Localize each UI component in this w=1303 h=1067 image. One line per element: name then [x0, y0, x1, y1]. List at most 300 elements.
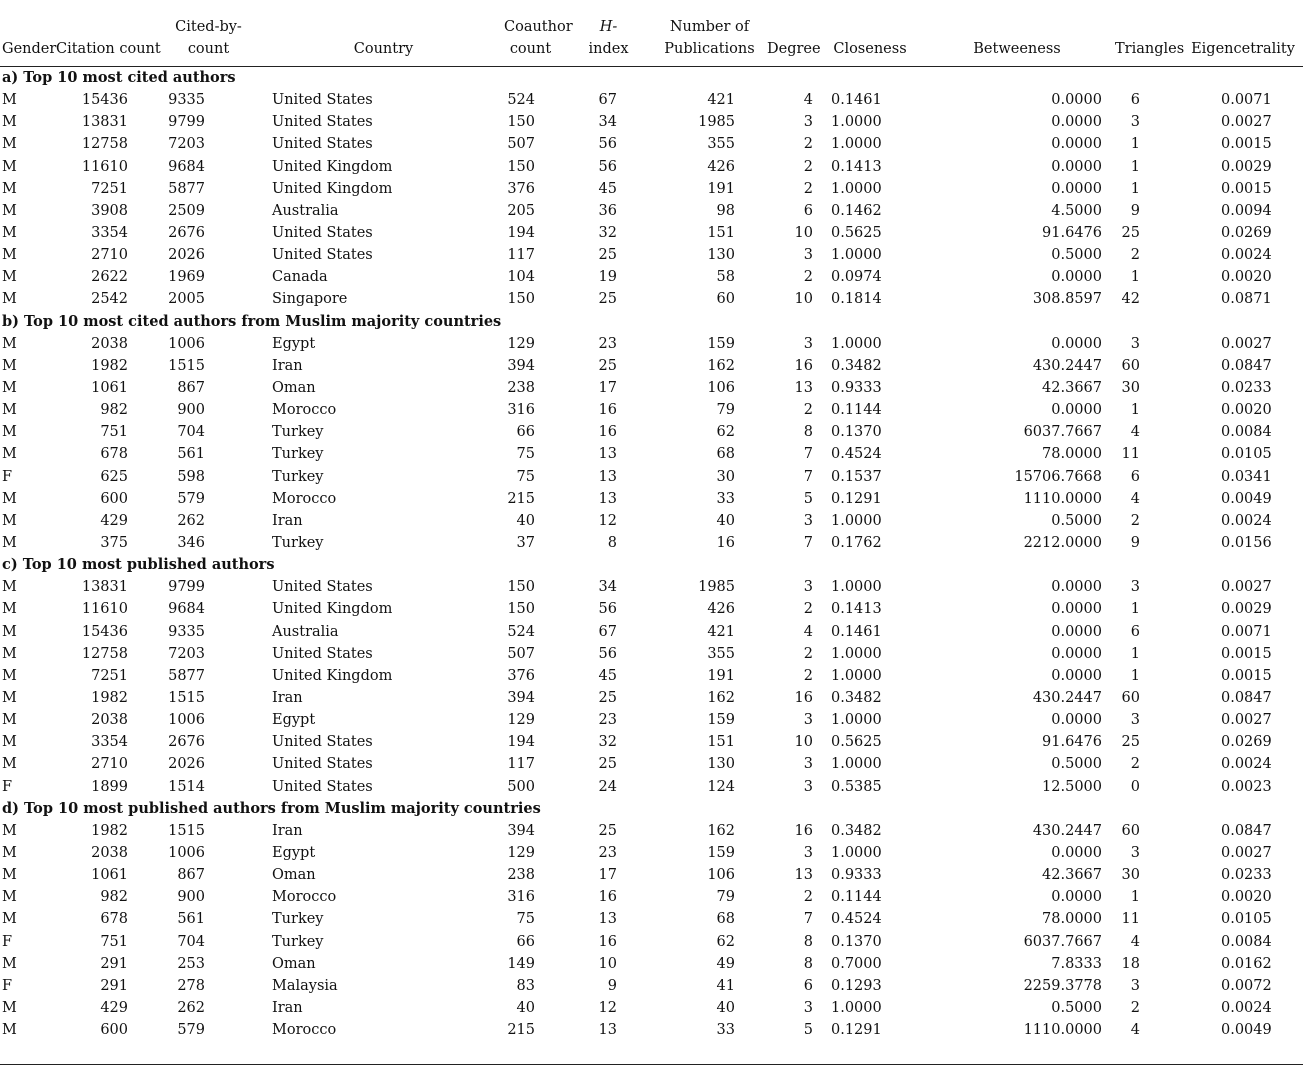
cell-h-index: 17: [598, 867, 617, 884]
cell-country: United States: [272, 579, 373, 596]
cell-coauthor-count: 376: [507, 667, 535, 684]
cell-triangles: 1: [1130, 402, 1140, 419]
cell-h-index: 16: [598, 933, 617, 950]
cell-publications: 355: [707, 645, 735, 662]
cell-closeness: 0.1370: [831, 424, 882, 441]
cell-coauthor-count: 150: [507, 291, 535, 308]
cell-cited-by-count: 900: [177, 889, 205, 906]
cell-publications: 30: [716, 468, 735, 485]
cell-cited-by-count: 900: [177, 402, 205, 419]
cell-eigencentrality: 0.0233: [1221, 867, 1272, 884]
cell-citation-count: 751: [100, 424, 128, 441]
cell-citation-count: 291: [100, 977, 128, 994]
cell-gender: F: [2, 933, 13, 950]
cell-eigencentrality: 0.0847: [1221, 822, 1272, 839]
cell-coauthor-count: 117: [507, 756, 535, 773]
cell-h-index: 13: [598, 490, 617, 507]
cell-publications: 68: [716, 446, 735, 463]
cell-publications: 159: [707, 844, 735, 861]
cell-publications: 159: [707, 712, 735, 729]
cell-triangles: 11: [1121, 446, 1140, 463]
cell-triangles: 1: [1130, 269, 1140, 286]
header-h-index: [561, 6, 656, 67]
cell-gender: M: [2, 402, 17, 419]
cell-betweeness: 430.2447: [1032, 690, 1102, 706]
cell-closeness: 0.1537: [831, 468, 882, 485]
cell-betweeness: 2212.0000: [1023, 535, 1102, 552]
cell-betweeness: 0.0000: [1051, 269, 1102, 286]
cell-citation-count: 678: [100, 911, 128, 928]
cell-eigencentrality: 0.0847: [1221, 690, 1272, 706]
cell-triangles: 3: [1130, 712, 1140, 729]
cell-eigencentrality: 0.0024: [1221, 756, 1272, 773]
cell-coauthor-count: 376: [507, 180, 535, 197]
cell-degree: 3: [803, 114, 813, 131]
cell-eigencentrality: 0.0269: [1221, 225, 1272, 242]
cell-cited-by-count: 9335: [168, 623, 205, 640]
cell-cited-by-count: 5877: [168, 180, 205, 197]
cell-triangles: 3: [1130, 977, 1140, 994]
cell-country: Canada: [272, 269, 328, 286]
table-row: [0, 731, 1303, 753]
header-coauthor-line2: count: [509, 41, 552, 57]
cell-degree: 8: [803, 933, 813, 950]
section-title: d) Top 10 most published authors from Muslim majority countries: [2, 799, 541, 817]
cell-country: Egypt: [272, 335, 316, 352]
cell-eigencentrality: 0.0027: [1221, 712, 1272, 729]
cell-eigencentrality: 0.0023: [1221, 778, 1272, 795]
cell-eigencentrality: 0.0027: [1221, 335, 1272, 352]
cell-closeness: 1.0000: [831, 335, 882, 352]
table-row: [0, 466, 1303, 488]
cell-closeness: 0.1293: [831, 977, 882, 994]
cell-publications: 40: [716, 512, 735, 529]
cell-eigencentrality: 0.0094: [1221, 202, 1272, 219]
cell-degree: 7: [803, 468, 813, 485]
cell-eigencentrality: 0.0871: [1221, 291, 1272, 308]
cell-citation-count: 375: [100, 535, 128, 552]
cell-betweeness: 0.0000: [1051, 335, 1102, 352]
cell-gender: M: [2, 1022, 17, 1039]
cell-publications: 162: [707, 690, 735, 706]
cell-eigencentrality: 0.0029: [1221, 601, 1272, 618]
cell-closeness: 1.0000: [831, 579, 882, 596]
cell-degree: 2: [803, 645, 813, 662]
cell-country: United States: [272, 778, 373, 795]
cell-closeness: 0.9333: [831, 867, 882, 884]
cell-cited-by-count: 704: [177, 933, 205, 950]
cell-triangles: 2: [1130, 512, 1140, 529]
table-row: [0, 598, 1303, 620]
cell-publications: 191: [707, 180, 735, 197]
cell-betweeness: 78.0000: [1042, 446, 1102, 463]
cell-citation-count: 2710: [91, 247, 128, 264]
header-cited-by-count: [150, 6, 267, 67]
cell-h-index: 34: [598, 579, 617, 596]
cell-h-index: 36: [598, 202, 617, 219]
table-row: [0, 753, 1303, 775]
cell-country: United States: [272, 645, 373, 662]
cell-closeness: 0.1762: [831, 535, 882, 552]
table-row: [0, 333, 1303, 355]
cell-betweeness: 0.0000: [1051, 623, 1102, 640]
cell-closeness: 0.1144: [831, 889, 882, 906]
table-row: [0, 709, 1303, 731]
cell-coauthor-count: 150: [507, 579, 535, 596]
cell-country: United Kingdom: [272, 667, 393, 684]
cell-triangles: 3: [1130, 579, 1140, 596]
cell-triangles: 1: [1130, 889, 1140, 906]
cell-eigencentrality: 0.0233: [1221, 380, 1272, 397]
cell-cited-by-count: 253: [177, 955, 205, 972]
cell-triangles: 6: [1130, 92, 1140, 109]
cell-betweeness: 1110.0000: [1023, 490, 1102, 507]
cell-coauthor-count: 500: [507, 778, 535, 795]
cell-publications: 162: [707, 357, 735, 374]
cell-h-index: 25: [598, 357, 617, 374]
header-gender: Gender: [0, 6, 52, 67]
section-heading-row: [0, 554, 1303, 576]
cell-triangles: 4: [1130, 933, 1140, 950]
cell-h-index: 9: [607, 977, 617, 994]
cell-degree: 16: [794, 690, 813, 706]
cell-country: Australia: [272, 202, 339, 219]
cell-citation-count: 1899: [91, 778, 128, 795]
cell-triangles: 6: [1130, 623, 1140, 640]
cell-triangles: 2: [1130, 999, 1140, 1016]
cell-coauthor-count: 507: [507, 645, 535, 662]
cell-country: Iran: [272, 822, 303, 839]
cell-closeness: 1.0000: [831, 512, 882, 529]
cell-h-index: 24: [598, 778, 617, 795]
cell-h-index: 25: [598, 291, 617, 308]
cell-degree: 7: [803, 911, 813, 928]
cell-closeness: 0.7000: [831, 955, 882, 972]
author-metrics-table: [0, 6, 1303, 1041]
header-pubs-line2: Publications: [664, 41, 755, 57]
cell-closeness: 1.0000: [831, 667, 882, 684]
header-closeness: Closeness: [817, 6, 923, 67]
cell-cited-by-count: 2509: [168, 202, 205, 219]
cell-publications: 159: [707, 335, 735, 352]
cell-h-index: 25: [598, 822, 617, 839]
cell-coauthor-count: 66: [516, 933, 535, 950]
cell-gender: M: [2, 424, 17, 441]
cell-coauthor-count: 75: [516, 468, 535, 485]
cell-cited-by-count: 598: [177, 468, 205, 485]
cell-eigencentrality: 0.0020: [1221, 889, 1272, 906]
cell-coauthor-count: 129: [507, 335, 535, 352]
cell-triangles: 25: [1121, 225, 1140, 242]
cell-betweeness: 7.8333: [1051, 955, 1102, 972]
cell-cited-by-count: 278: [177, 977, 205, 994]
cell-citation-count: 600: [100, 490, 128, 507]
cell-country: Oman: [272, 380, 316, 397]
cell-gender: F: [2, 778, 13, 795]
cell-h-index: 10: [598, 955, 617, 972]
cell-cited-by-count: 1515: [168, 690, 205, 706]
cell-betweeness: 0.0000: [1051, 402, 1102, 419]
cell-gender: M: [2, 999, 17, 1016]
cell-citation-count: 2038: [91, 335, 128, 352]
cell-cited-by-count: 2676: [168, 225, 205, 242]
table-row: [0, 930, 1303, 952]
cell-publications: 151: [707, 734, 735, 751]
table-row: [0, 842, 1303, 864]
cell-publications: 162: [707, 822, 735, 839]
cell-h-index: 56: [598, 601, 617, 618]
cell-betweeness: 91.6476: [1042, 225, 1102, 242]
cell-gender: M: [2, 114, 17, 131]
cell-betweeness: 308.8597: [1032, 291, 1102, 308]
cell-eigencentrality: 0.0029: [1221, 158, 1272, 175]
header-eigencentrality: Eigencetrality: [1183, 6, 1303, 67]
cell-degree: 2: [803, 889, 813, 906]
cell-coauthor-count: 149: [507, 955, 535, 972]
table-row: [0, 908, 1303, 930]
cell-closeness: 0.1413: [831, 158, 882, 175]
cell-closeness: 0.5385: [831, 778, 882, 795]
cell-citation-count: 429: [100, 999, 128, 1016]
cell-cited-by-count: 262: [177, 999, 205, 1016]
cell-cited-by-count: 704: [177, 424, 205, 441]
cell-closeness: 1.0000: [831, 114, 882, 131]
cell-eigencentrality: 0.0084: [1221, 933, 1272, 950]
table-row: [0, 89, 1303, 111]
section-heading-row: [0, 798, 1303, 820]
cell-closeness: 0.9333: [831, 380, 882, 397]
cell-triangles: 4: [1130, 490, 1140, 507]
cell-h-index: 56: [598, 158, 617, 175]
cell-closeness: 0.5625: [831, 225, 882, 242]
cell-cited-by-count: 346: [177, 535, 205, 552]
cell-eigencentrality: 0.0015: [1221, 645, 1272, 662]
cell-gender: M: [2, 335, 17, 352]
cell-cited-by-count: 2005: [168, 291, 205, 308]
cell-triangles: 1: [1130, 136, 1140, 153]
cell-triangles: 9: [1130, 535, 1140, 552]
cell-cited-by-count: 1006: [168, 844, 205, 861]
cell-h-index: 25: [598, 756, 617, 773]
cell-eigencentrality: 0.0024: [1221, 247, 1272, 264]
cell-degree: 6: [803, 977, 813, 994]
table-row: [0, 820, 1303, 842]
cell-closeness: 0.4524: [831, 446, 882, 463]
cell-betweeness: 0.0000: [1051, 889, 1102, 906]
cell-publications: 41: [716, 977, 735, 994]
cell-citation-count: 15436: [81, 623, 128, 640]
cell-publications: 124: [707, 778, 735, 795]
cell-coauthor-count: 507: [507, 136, 535, 153]
header-pubs-line1: Number of: [669, 19, 750, 35]
cell-publications: 130: [707, 756, 735, 773]
cell-coauthor-count: 75: [516, 911, 535, 928]
cell-triangles: 6: [1130, 468, 1140, 485]
cell-degree: 2: [803, 180, 813, 197]
cell-coauthor-count: 194: [507, 734, 535, 751]
cell-h-index: 16: [598, 889, 617, 906]
cell-betweeness: 0.0000: [1051, 579, 1102, 596]
cell-country: Morocco: [272, 1022, 337, 1039]
cell-citation-count: 291: [100, 955, 128, 972]
cell-gender: M: [2, 690, 17, 706]
cell-gender: M: [2, 645, 17, 662]
cell-betweeness: 0.0000: [1051, 158, 1102, 175]
cell-degree: 3: [803, 512, 813, 529]
cell-gender: M: [2, 247, 17, 264]
cell-h-index: 25: [598, 690, 617, 706]
header-country: Country: [267, 6, 500, 67]
table-row: [0, 399, 1303, 421]
cell-triangles: 60: [1121, 822, 1140, 839]
cell-degree: 3: [803, 778, 813, 795]
cell-degree: 10: [794, 291, 813, 308]
cell-gender: M: [2, 158, 17, 175]
cell-degree: 16: [794, 822, 813, 839]
cell-closeness: 0.1144: [831, 402, 882, 419]
cell-betweeness: 42.3667: [1042, 380, 1102, 397]
cell-eigencentrality: 0.0027: [1221, 844, 1272, 861]
header-hindex-line1: H-: [599, 19, 618, 35]
cell-gender: M: [2, 889, 17, 906]
cell-coauthor-count: 104: [507, 269, 535, 286]
cell-closeness: 1.0000: [831, 712, 882, 729]
cell-country: United Kingdom: [272, 601, 393, 618]
header-coauthor-count: [500, 6, 573, 67]
cell-degree: 5: [803, 1022, 813, 1039]
cell-h-index: 13: [598, 1022, 617, 1039]
cell-gender: M: [2, 867, 17, 884]
cell-citation-count: 982: [100, 889, 128, 906]
table-row: [0, 1019, 1303, 1041]
cell-closeness: 1.0000: [831, 756, 882, 773]
cell-publications: 1985: [698, 114, 735, 131]
cell-closeness: 0.4524: [831, 911, 882, 928]
cell-coauthor-count: 40: [516, 999, 535, 1016]
cell-h-index: 67: [598, 623, 617, 640]
cell-degree: 13: [794, 380, 813, 397]
cell-eigencentrality: 0.0105: [1221, 911, 1272, 928]
cell-country: Turkey: [272, 911, 324, 928]
cell-degree: 13: [794, 867, 813, 884]
table-row: [0, 975, 1303, 997]
cell-eigencentrality: 0.0015: [1221, 136, 1272, 153]
cell-publications: 426: [707, 601, 735, 618]
cell-publications: 33: [716, 490, 735, 507]
cell-eigencentrality: 0.0071: [1221, 623, 1272, 640]
cell-cited-by-count: 1515: [168, 357, 205, 374]
cell-publications: 106: [707, 380, 735, 397]
cell-coauthor-count: 129: [507, 844, 535, 861]
table-row: [0, 222, 1303, 244]
cell-eigencentrality: 0.0341: [1221, 468, 1272, 485]
cell-cited-by-count: 1514: [168, 778, 205, 795]
cell-h-index: 17: [598, 380, 617, 397]
cell-betweeness: 78.0000: [1042, 911, 1102, 928]
table-row: [0, 133, 1303, 155]
table-row: [0, 288, 1303, 310]
cell-gender: M: [2, 955, 17, 972]
cell-citation-count: 12758: [81, 136, 128, 153]
cell-country: Egypt: [272, 844, 316, 861]
cell-citation-count: 2710: [91, 756, 128, 773]
cell-betweeness: 6037.7667: [1023, 424, 1102, 441]
table-row: [0, 355, 1303, 377]
cell-coauthor-count: 205: [507, 202, 535, 219]
cell-triangles: 2: [1130, 756, 1140, 773]
cell-eigencentrality: 0.0020: [1221, 269, 1272, 286]
cell-gender: M: [2, 579, 17, 596]
cell-eigencentrality: 0.0162: [1221, 955, 1272, 972]
cell-degree: 3: [803, 579, 813, 596]
header-cited-by-line1: Cited-by-: [175, 19, 242, 35]
cell-closeness: 1.0000: [831, 247, 882, 264]
cell-triangles: 1: [1130, 180, 1140, 197]
cell-h-index: 45: [598, 667, 617, 684]
table-row: [0, 421, 1303, 443]
cell-betweeness: 1110.0000: [1023, 1022, 1102, 1039]
cell-h-index: 12: [598, 999, 617, 1016]
cell-eigencentrality: 0.0020: [1221, 402, 1272, 419]
cell-citation-count: 678: [100, 446, 128, 463]
cell-cited-by-count: 1969: [168, 269, 205, 286]
cell-closeness: 0.1461: [831, 92, 882, 109]
cell-closeness: 1.0000: [831, 999, 882, 1016]
cell-gender: F: [2, 977, 13, 994]
cell-h-index: 25: [598, 247, 617, 264]
cell-eigencentrality: 0.0049: [1221, 490, 1272, 507]
cell-triangles: 3: [1130, 844, 1140, 861]
cell-publications: 191: [707, 667, 735, 684]
cell-publications: 355: [707, 136, 735, 153]
cell-cited-by-count: 1006: [168, 712, 205, 729]
cell-betweeness: 0.0000: [1051, 92, 1102, 109]
cell-publications: 62: [716, 933, 735, 950]
cell-eigencentrality: 0.0027: [1221, 579, 1272, 596]
cell-closeness: 0.3482: [831, 690, 882, 706]
cell-gender: M: [2, 446, 17, 463]
cell-country: Turkey: [272, 424, 324, 441]
cell-degree: 2: [803, 136, 813, 153]
cell-betweeness: 0.0000: [1051, 645, 1102, 662]
cell-h-index: 67: [598, 92, 617, 109]
cell-triangles: 30: [1121, 380, 1140, 397]
cell-triangles: 11: [1121, 911, 1140, 928]
cell-cited-by-count: 2026: [168, 247, 205, 264]
cell-triangles: 18: [1121, 955, 1140, 972]
cell-degree: 10: [794, 734, 813, 751]
cell-h-index: 56: [598, 136, 617, 153]
cell-country: Morocco: [272, 402, 337, 419]
cell-betweeness: 0.5000: [1051, 999, 1102, 1016]
cell-degree: 3: [803, 335, 813, 352]
table-row: [0, 687, 1303, 709]
cell-eigencentrality: 0.0084: [1221, 424, 1272, 441]
cell-country: Morocco: [272, 490, 337, 507]
table-row: [0, 244, 1303, 266]
cell-eigencentrality: 0.0015: [1221, 667, 1272, 684]
cell-publications: 79: [716, 889, 735, 906]
cell-triangles: 1: [1130, 667, 1140, 684]
cell-citation-count: 11610: [81, 601, 128, 618]
header-citation-count: Citation count: [52, 6, 150, 67]
cell-publications: 62: [716, 424, 735, 441]
cell-h-index: 19: [598, 269, 617, 286]
cell-degree: 2: [803, 402, 813, 419]
section-title: c) Top 10 most published authors: [2, 556, 275, 574]
cell-h-index: 16: [598, 424, 617, 441]
cell-triangles: 0: [1130, 778, 1140, 795]
